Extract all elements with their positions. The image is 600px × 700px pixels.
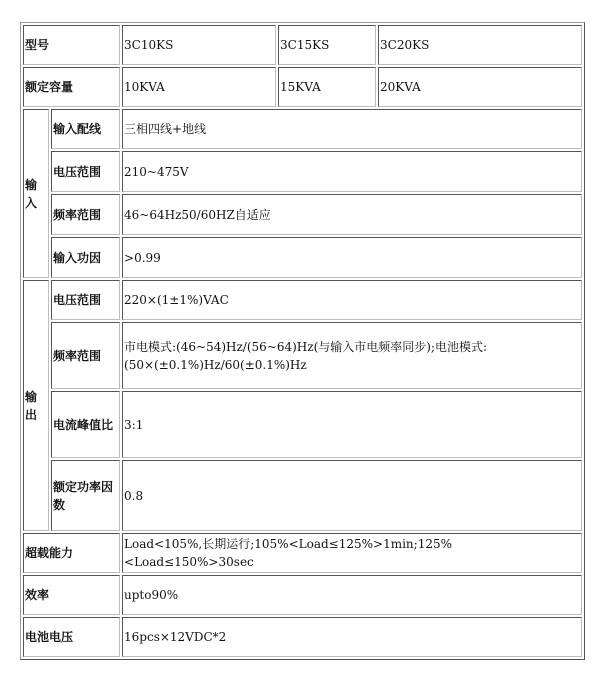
capacity-value-10k: 10KVA (122, 67, 276, 107)
input-group-label: 输入 (23, 109, 49, 278)
table-row (23, 25, 582, 65)
output-crest-factor-value: 3:1 (122, 391, 582, 458)
output-voltage-value: 220×(1±1%)VAC (122, 280, 582, 320)
output-group-label: 输出 (23, 280, 49, 531)
output-frequency-label: 频率范围 (51, 322, 120, 389)
table-row (23, 322, 582, 389)
spec-table (20, 22, 585, 660)
input-power-factor-label: 输入功因 (51, 237, 120, 278)
table-row (23, 67, 582, 107)
model-value-20k: 3C20KS (378, 25, 582, 65)
table-row (23, 237, 582, 278)
output-power-factor-value: 0.8 (122, 460, 582, 531)
model-value-10k: 3C10KS (122, 25, 276, 65)
output-voltage-label: 电压范围 (51, 280, 120, 320)
efficiency-label: 效率 (23, 575, 120, 615)
overload-value: Load<105%,长期运行;105%<Load≤125%>1min;125%<Load≤150%>30sec (122, 533, 582, 573)
output-crest-factor-label: 电流峰值比 (51, 391, 120, 458)
input-wiring-value: 三相四线+地线 (122, 109, 582, 149)
input-power-factor-value: >0.99 (122, 237, 582, 278)
table-row (23, 391, 582, 458)
table-row (23, 280, 582, 320)
model-label: 型号 (23, 25, 120, 65)
input-wiring-label: 输入配线 (51, 109, 120, 149)
overload-label: 超载能力 (23, 533, 120, 573)
battery-label: 电池电压 (23, 617, 120, 657)
input-voltage-value: 210~475V (122, 151, 582, 192)
table-row (23, 617, 582, 657)
capacity-value-20k: 20KVA (378, 67, 582, 107)
table-row (23, 575, 582, 615)
efficiency-value: upto90% (122, 575, 582, 615)
capacity-value-15k: 15KVA (278, 67, 376, 107)
table-row (23, 151, 582, 192)
output-power-factor-label: 额定功率因数 (51, 460, 120, 531)
table-row (23, 460, 582, 531)
input-frequency-label: 频率范围 (51, 194, 120, 235)
model-value-15k: 3C15KS (278, 25, 376, 65)
input-frequency-value: 46~64Hz50/60HZ自适应 (122, 194, 582, 235)
table-row (23, 109, 582, 149)
table-row (23, 194, 582, 235)
input-voltage-label: 电压范围 (51, 151, 120, 192)
battery-value: 16pcs×12VDC*2 (122, 617, 582, 657)
table-row (23, 533, 582, 573)
output-frequency-value: 市电模式:(46~54)Hz/(56~64)Hz(与输入市电频率同步);电池模式:(50×(±0.1%)Hz/60(±0.1%)Hz (122, 322, 582, 389)
capacity-label: 额定容量 (23, 67, 120, 107)
